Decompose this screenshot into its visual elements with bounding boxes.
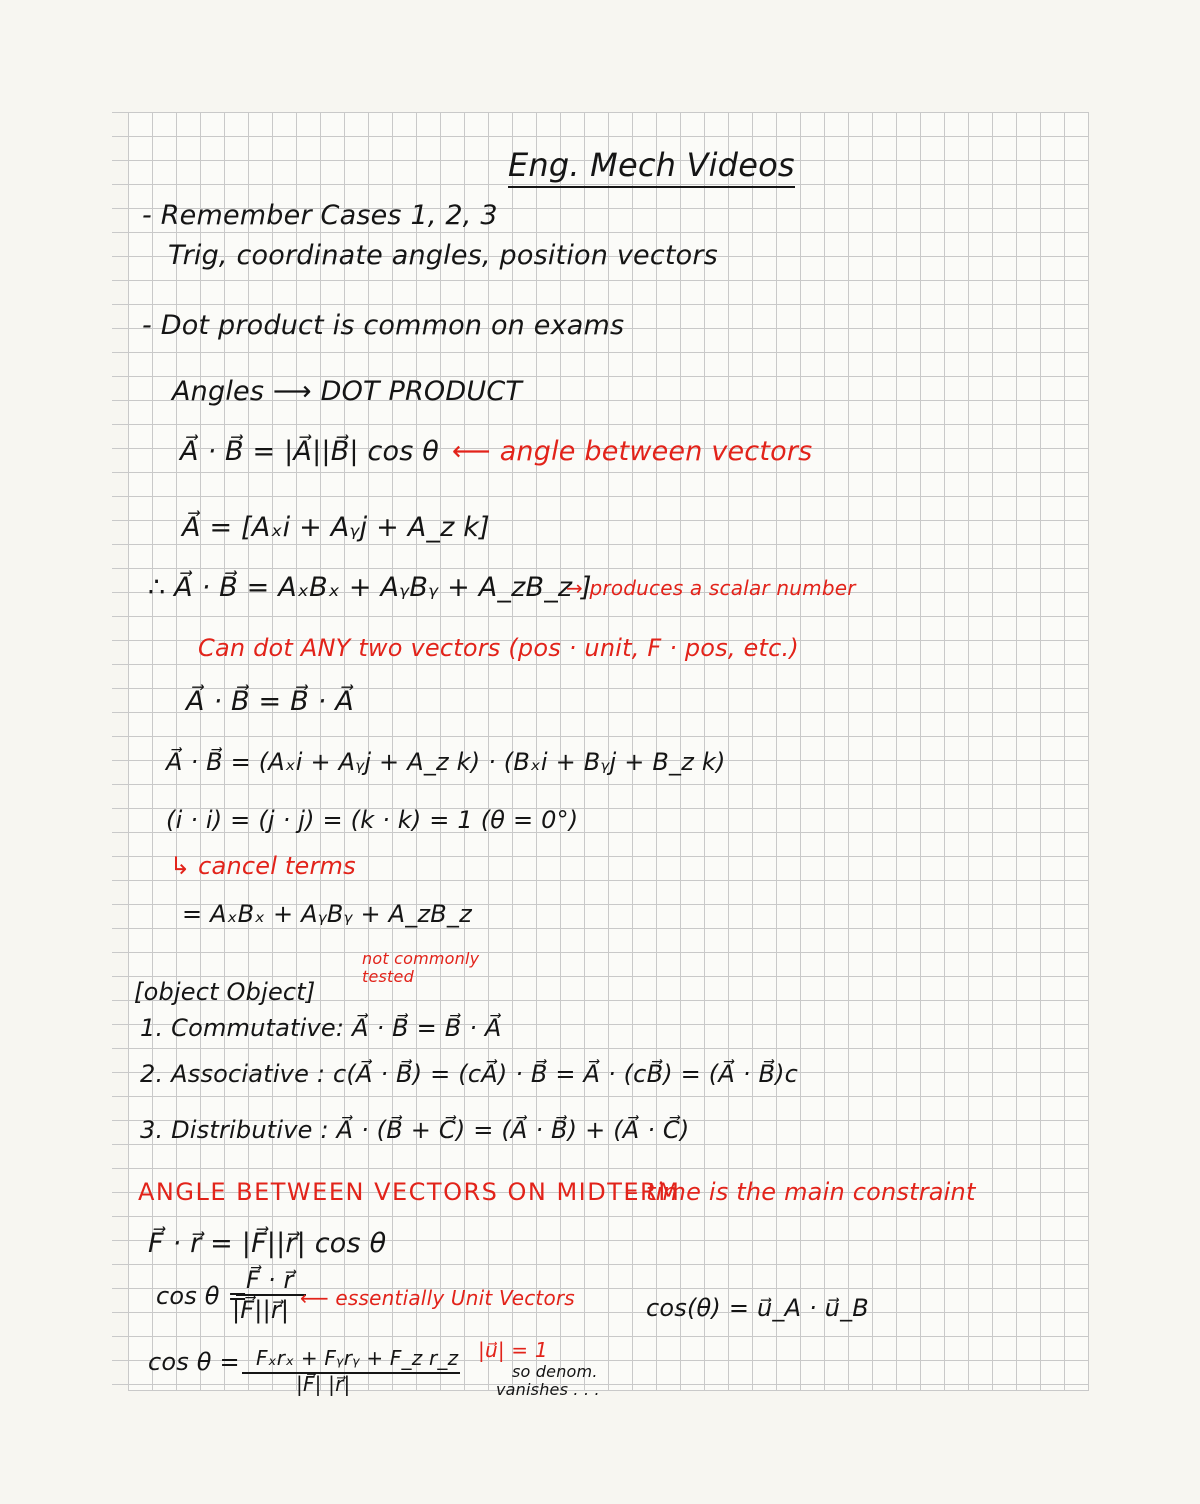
cos-theta-denominator-2: |F⃗| |r⃗|: [296, 1372, 351, 1396]
cos-theta-numerator-2: Fₓrₓ + Fᵧrᵧ + F_z r_z: [256, 1346, 459, 1370]
fraction-bar-2: [242, 1372, 460, 1374]
expanded-dot-product: A⃗ · B⃗ = (Aₓi + Aᵧj + A_z k) · (Bₓi + Bᵧj + B_z k): [166, 748, 726, 776]
commutative-line: A⃗ · B⃗ = B⃗ · A⃗: [186, 686, 354, 717]
annotation-not-tested: not commonly tested: [362, 949, 480, 986]
midterm-note: ANGLE BETWEEN VECTORS ON MIDTERM: [138, 1178, 681, 1206]
force-position-dot: F⃗ · r⃗ = |F⃗||r⃗| cos θ: [148, 1228, 387, 1259]
cos-theta-numerator-1: F⃗ · r⃗: [246, 1266, 294, 1294]
annotation-angle-between: ⟵ angle between vectors: [452, 436, 813, 467]
unit-vector-identity: (i · i) = (j · j) = (k · k) = 1 (θ = 0°): [166, 806, 579, 834]
annotation-vanishes: vanishes . . .: [496, 1380, 600, 1399]
property-commutative: 1. Commutative: A⃗ · B⃗ = B⃗ · A⃗: [140, 1014, 502, 1042]
vector-a-components: A⃗ = [Aₓi + Aᵧj + A_z k]: [182, 512, 490, 543]
note-line-cases: - Remember Cases 1, 2, 3: [142, 200, 498, 231]
cos-theta-denominator-1: |F⃗||r⃗|: [232, 1296, 290, 1324]
note-line-angles: Angles ⟶ DOT PRODUCT: [172, 376, 523, 407]
dot-product-result: = AₓBₓ + AᵧBᵧ + A_zB_z: [182, 900, 472, 928]
note-line-topics: Trig, coordinate angles, position vectors: [168, 240, 718, 271]
cos-theta-label-1: cos θ =: [156, 1282, 248, 1310]
property-distributive: 3. Distributive : A⃗ · (B⃗ + C⃗) = (A⃗ · B⃗) + (A⃗ · C⃗): [140, 1116, 690, 1144]
note-line-dot-product: - Dot product is common on exams: [142, 310, 625, 341]
cos-theta-label-2: cos θ =: [148, 1348, 240, 1376]
page-title: Eng. Mech Videos: [508, 146, 795, 188]
property-associative: 2. Associative : c(A⃗ · B⃗) = (cA⃗) · B⃗ = A⃗ · (cB⃗) = (A⃗ · B⃗)c: [140, 1060, 799, 1088]
annotation-scalar: → produces a scalar number: [566, 576, 856, 600]
annotation-cancel-terms: ↳ cancel terms: [170, 852, 356, 880]
midterm-note-tail: – time is the main constraint: [626, 1178, 976, 1206]
annotation-any-vectors: Can dot ANY two vectors (pos · unit, F · pos, etc.): [198, 634, 799, 662]
properties-heading: [object Object]: [134, 978, 316, 1006]
annotation-so-denom: so denom.: [512, 1362, 598, 1381]
dot-product-definition: A⃗ · B⃗ = |A⃗||B⃗| cos θ: [180, 436, 440, 467]
annotation-unit-magnitude: |u⃗| = 1: [478, 1338, 548, 1362]
annotation-unit-vectors: ⟵ essentially Unit Vectors: [300, 1286, 575, 1310]
cos-theta-unit-vectors: cos(θ) = u⃗_A · u⃗_B: [646, 1294, 869, 1322]
dot-product-components: ∴ A⃗ · B⃗ = AₓBₓ + AᵧBᵧ + A_zB_z ]: [148, 572, 592, 603]
